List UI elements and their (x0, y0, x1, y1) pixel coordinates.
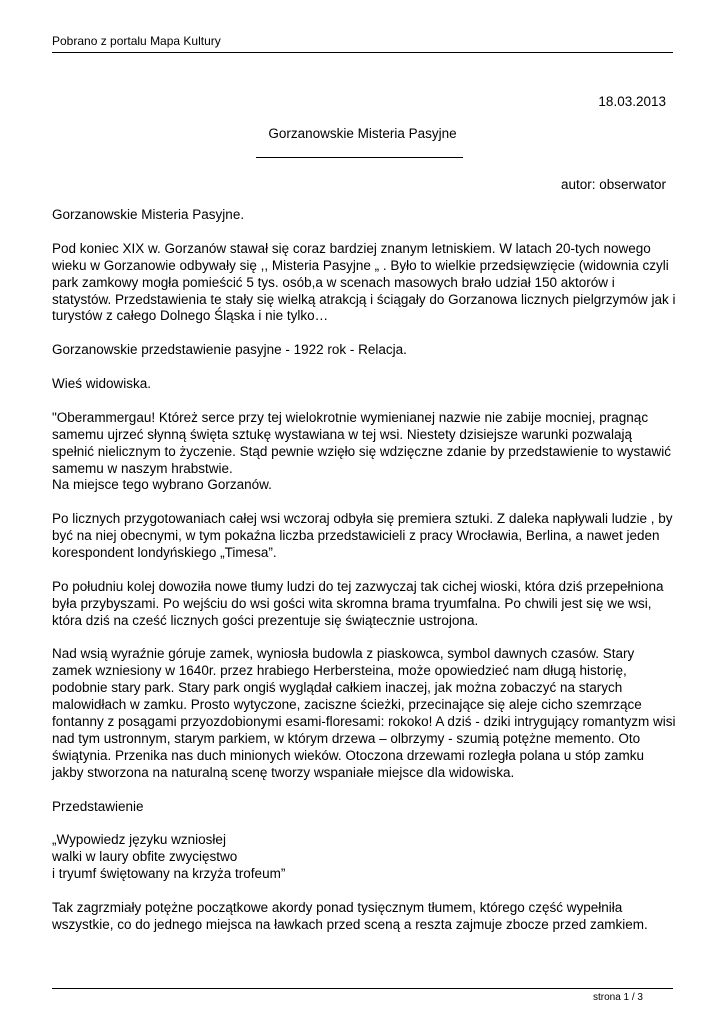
paragraph: Gorzanowskie Misteria Pasyjne. (52, 207, 245, 222)
poem-quote: „Wypowiedz języku wzniosłej walki w laury obfite zwycięstwo i tryumf świętowany na krzyża trofeum” (52, 832, 286, 882)
paragraph: Gorzanowskie przedstawienie pasyjne - 1922 rok - Relacja. (52, 342, 407, 358)
page-number: strona 1 / 3 (592, 992, 643, 1003)
portal-source-label: Pobrano z portalu Mapa Kultury (52, 34, 221, 48)
publication-date: 18.03.2013 (598, 94, 666, 109)
article-body (52, 207, 677, 951)
page-title: Gorzanowskie Misteria Pasyjne (268, 126, 457, 141)
title-underline (256, 157, 463, 158)
paragraph: Po licznych przygotowaniach całej wsi wczoraj odbyła się premiera sztuki. Z daleka napływali ludzie , by być na niej obecnymi, w tym pokaźna liczba przedstawicieli z pracy Wrocławia, Berlina, a nawet jeden korespondent londyńskiego „Timesa”. (52, 511, 673, 561)
header-divider (52, 52, 673, 53)
paragraph: Po południu kolej dowoziła nowe tłumy ludzi do tej zazwyczaj tak cichej wioski, która dziś przepełniona była przybyszami. Po wejściu do wsi gości wita skromna brama tryumfalna. Po chwili jest się we wsi, która dziś na cześć licznych gości prezentuje się świątecznie ustrojona. (52, 578, 664, 628)
author-label: autor: obserwator (560, 177, 666, 192)
paragraph: "Oberammergau! Któreż serce przy tej wielokrotnie wymienianej nazwie nie zabije mocniej, pragnąc samemu ujrzeć słynną święta sztukę wystawiana w tej wsi. Niestety dzisiejsze warunki pozwalają spełnić nielicznym to życzenie. Stąd pewnie wzięło się wdzięczne zdanie by przedstawienie to wystawić samemu w naszym hrabstwie. Na miejsce tego wybrano Gorzanów. (52, 409, 672, 493)
paragraph: Przedstawienie (52, 798, 144, 814)
paragraph: Pod koniec XIX w. Gorzanów stawał się coraz bardziej znanym letniskiem. W latach 20-tych nowego wieku w Gorzanowie odbywały się ,, Misteria Pasyjne „ . Było to wielkie przedsięwzięcie (widownia czyli park zamkowy mogła pomieścić 5 tys. osób,a w scenach masowych brało udział 150 aktorów i statystów. Przedstawienia te stały się wielką atrakcją i ściągały do Gorzanowa licznych pielgrzymów jak i turystów z całego Dolnego Śląska i nie tylko… (52, 240, 676, 324)
footer-divider (52, 988, 673, 989)
paragraph: Nad wsią wyraźnie góruje zamek, wyniosła budowla z piaskowca, symbol dawnych czasów. Stary zamek wzniesiony w 1640r. przez hrabiego Herbersteina, może opowiedzieć nam długą historię, podobnie stary park. Stary park ongiś wyglądał całkiem inaczej, jak można zobaczyć na starych malowidłach w zamku. Prosto wytyczone, zaciszne ścieżki, przecinające się aleje cicho szemrzące fontanny z posągami przyozdobionymi esami-floresami: rokoko! A dziś - dziki intrygujący romantyzm wisi nad tym ustronnym, starym parkiem, w którym drzewa – olbrzymy - szumią potężne memento. Oto świątynia. Przenika nas duch minionych wieków. Otoczona drzewami rozległa polana u stóp zamku jakby stworzona na naturalną scenę tworzy wspaniałe miejsce dla widowiska. (52, 646, 676, 780)
paragraph: Tak zagrzmiały potężne początkowe akordy ponad tysięcznym tłumem, którego część wypełniła wszystkie, co do jednego miejsca na ławkach przed sceną a reszta zajmuje zbocze przed zamkiem. (52, 900, 648, 932)
paragraph: Wieś widowiska. (52, 376, 152, 392)
